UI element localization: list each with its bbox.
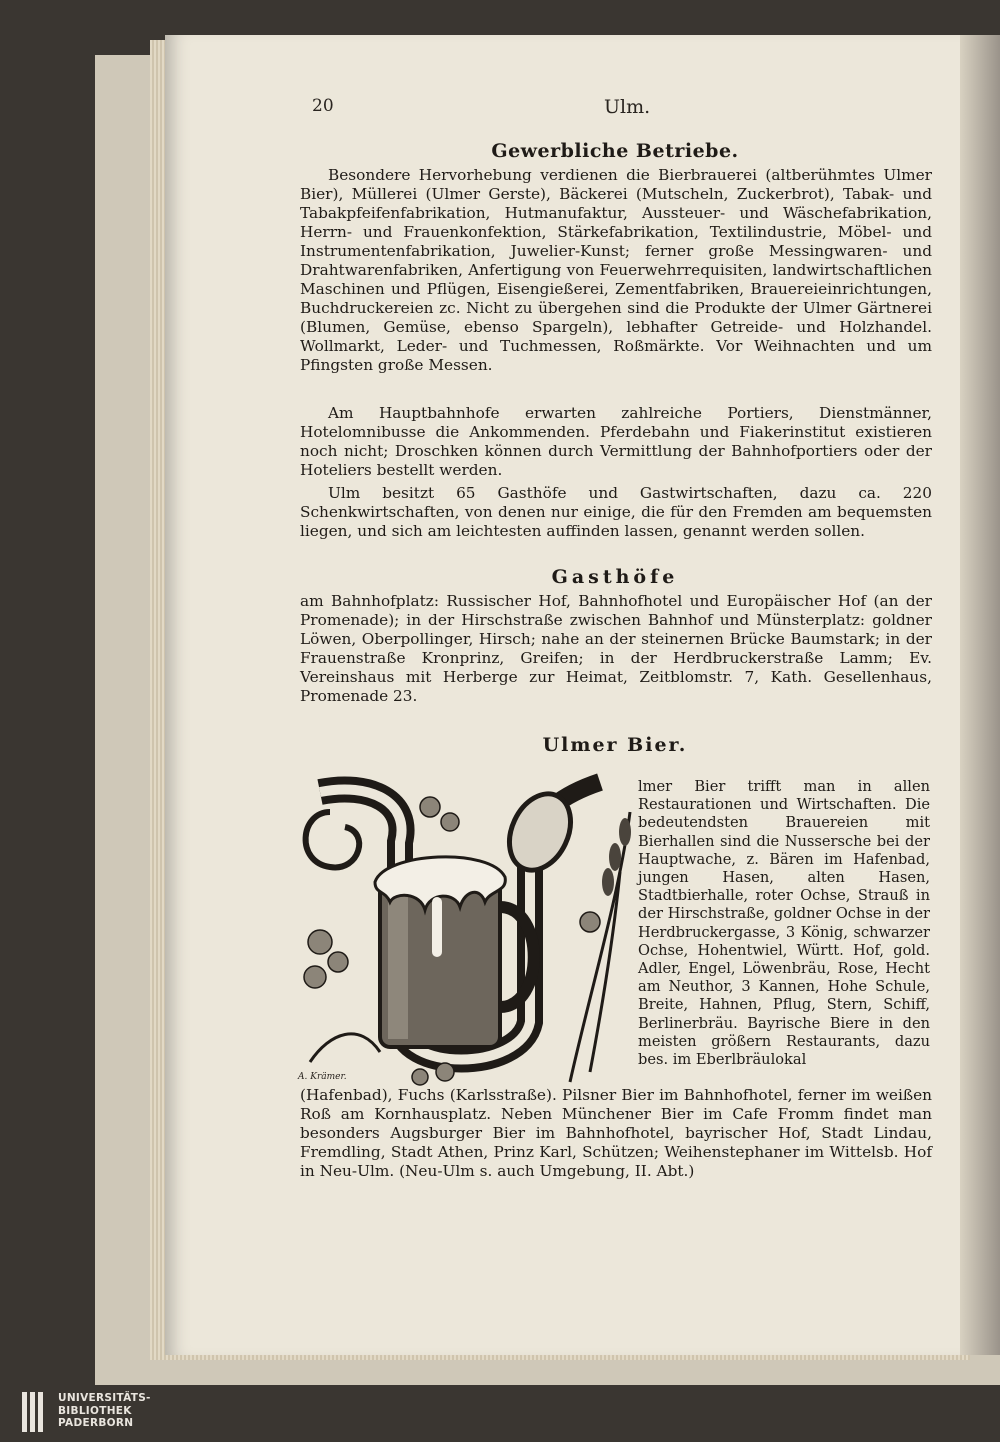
heading-ulmer-bier: Ulmer Bier. — [542, 734, 688, 756]
paragraph-gewerbe: Besondere Hervorhebung verdienen die Bierbrauerei (altberühmtes Ulmer Bier), Müllerei (Ulmer Gerste), Bäckerei (Mutscheln, Zuckerbrot), Tabak- und Tabakpfeifenfabrikation, Hutmanufaktur, Aussteuer- und Wäschefabrikation, Herrn- und Frauenkonfektion, Stärkefabrikation, Textilindustrie, Möbel- und Instrumentenfabrikation, Juwelier-Kunst; ferner große Messingwaren- und Drahtwarenfabriken, Anfertigung von Feuerwehrrequisiten, landwirtschaftlichen Maschinen und Pflügen, Eisengießerei, Zementfabriken, Brauereieinrichtungen, Buchdruckereien zc. Nicht zu übergehen sind die Produkte der Ulmer Gärtnerei (Blumen, Gemüse, ebenso Spargeln), lebhafter Getreide- und Holzhandel. Wollmarkt, Leder- und Tuchmessen, Roßmärkte. Vor Weihnachten und um Pfingsten große Messen. — [300, 166, 932, 374]
ornamental-initial-u-beer-mug — [290, 772, 638, 1092]
spine-shadow — [960, 35, 1000, 1355]
paragraph-bahnhof: Am Hauptbahnhofe erwarten zahlreiche Portiers, Dienstmänner, Hotelomnibusse die Ankommenden. Pferdebahn und Fiakerinstitut existieren noch nicht; Droschken können durch Vermittlung der Bahnhofportiers oder der Hoteliers bestellt werden. — [300, 404, 932, 479]
paragraph-gasthoefe-count: Ulm besitzt 65 Gasthöfe und Gastwirtschaften, dazu ca. 220 Schenkwirtschaften, von denen nur einige, die für den Fremden am bequemsten liegen, und sich am leichtesten auffinden lassen, genannt werden sollen. — [300, 484, 932, 540]
heading-gasthoefe: Gasthöfe — [551, 566, 679, 588]
illustration-signature: A. Krämer. — [298, 1072, 347, 1082]
heading-gewerbliche-betriebe: Gewerbliche Betriebe. — [491, 140, 739, 162]
library-logo-line2: BIBLIOTHEK — [58, 1404, 132, 1417]
paragraph-bier-beside-initial: lmer Bier trifft man in allen Restaurationen und Wirtschaften. Die bedeutendsten Brauereien mit Bierhallen sind die Nussersche bei der Hauptwache, z. Bären im Hafenbad, jungen Hasen, alten Hasen, Stadtbierhalle, roter Ochse, Strauß in der Hirschstraße, goldner Ochse in der Herdbruckergasse, 3 König, schwarzer Ochse, Hohentwiel, Württ. Hof, gold. Adler, Engel, Löwenbräu, Rose, Hecht am Neuthor, 3 Kannen, Hohe Schule, Breite, Hahnen, Pflug, Stern, Schiff, Berlinerbräu. Bayrische Biere in den meisten größern Restaurants, dazu bes. im Eberlbräulokal — [638, 778, 930, 1069]
library-logo — [22, 1392, 242, 1432]
paragraph-gasthoefe: am Bahnhofplatz: Russischer Hof, Bahnhofhotel und Europäischer Hof (an der Promenade); in der Hirschstraße zwischen Bahnhof und Münsterplatz: goldner Löwen, Oberpollinger, Hirsch; nahe an der steinernen Brücke Baumstark; in der Frauenstraße Kronprinz, Greifen; in der Herdbruckerstraße Lamm; Ev. Vereinshaus mit Herberge zur Heimat, Zeitblomstr. 7, Kath. Gesellenhaus, Promenade 23. — [300, 592, 932, 705]
page-number: 20 — [312, 96, 334, 116]
library-logo-icon — [22, 1392, 50, 1432]
library-logo-line3: PADERBORN — [58, 1417, 134, 1429]
paragraph-bier-after: (Hafenbad), Fuchs (Karlsstraße). Pilsner Bier im Bahnhofhotel, ferner im weißen Roß am Kornhausplatz. Neben Münchener Bier im Cafe Fromm findet man besonders Augsburger Bier im Bahnhofhotel, bayrischer Hof, Stadt Lindau, Fremdling, Stadt Athen, Prinz Karl, Schützen; Weihenstephaner im Wittelsb. Hof in Neu-Ulm. (Neu-Ulm s. auch Umgebung, II. Abt.) — [300, 1086, 932, 1180]
library-logo-text — [58, 1392, 151, 1430]
library-logo-line1: UNIVERSITÄTS- — [58, 1392, 151, 1404]
running-head: Ulm. — [604, 96, 651, 118]
